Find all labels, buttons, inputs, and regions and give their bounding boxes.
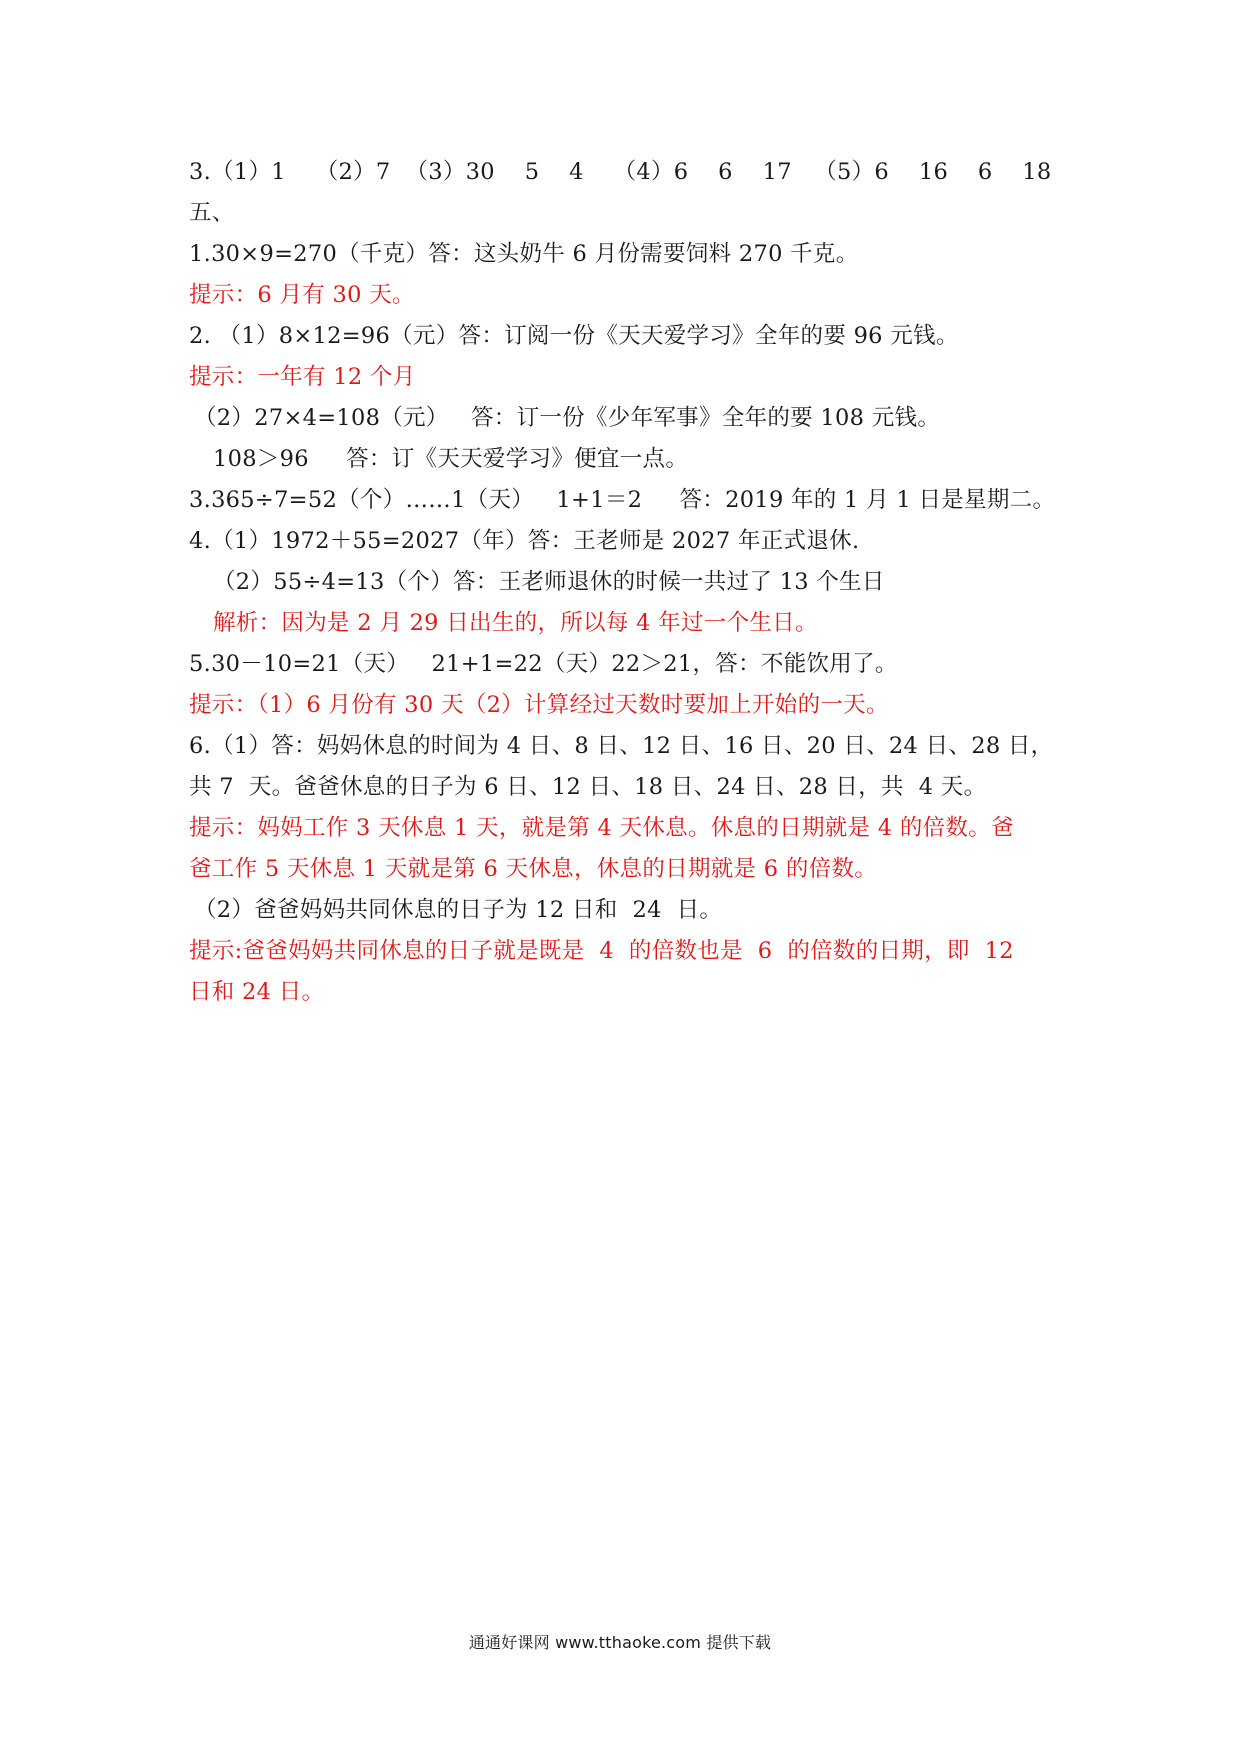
answer-line: （2）爸爸妈妈共同休息的日子为 12 日和 24 日。 xyxy=(194,897,723,923)
answer-line: 共 7 天。爸爸休息的日子为 6 日、12 日、18 日、24 日、28 日，共 4 天。 xyxy=(189,774,987,800)
answer-line: 108＞96 答：订《天天爱学习》便宜一点。 xyxy=(213,446,689,472)
hint-line: 提示：一年有 12 个月 xyxy=(189,364,416,390)
hint-line: 解析：因为是 2 月 29 日出生的，所以每 4 年过一个生日。 xyxy=(213,610,818,636)
hint-line: 提示:爸爸妈妈共同休息的日子就是既是 4 的倍数也是 6 的倍数的日期，即 12 xyxy=(189,938,1014,964)
hint-line: 日和 24 日。 xyxy=(189,979,325,1005)
answer-line: （2）27×4=108（元） 答：订一份《少年军事》全年的要 108 元钱。 xyxy=(194,405,941,431)
answer-line: 3.（1）1 （2）7 （3）30 5 4 （4）6 6 17 （5）6 16 6 18 xyxy=(189,159,1052,185)
answer-line: 6.（1）答：妈妈休息的时间为 4 日、8 日、12 日、16 日、20 日、24 日、28 日， xyxy=(189,733,1054,759)
hint-line: 爸工作 5 天休息 1 天就是第 6 天休息，休息的日期就是 6 的倍数。 xyxy=(189,856,878,882)
answer-line: （2）55÷4=13（个）答：王老师退休的时候一共过了 13 个生日 xyxy=(213,569,885,595)
footer-watermark: 通通好课网 www.tthaoke.com 提供下载 xyxy=(468,1633,772,1652)
hint-line: 提示：妈妈工作 3 天休息 1 天，就是第 4 天休息。休息的日期就是 4 的倍数。爸 xyxy=(189,815,1014,841)
answer-line: 5.30－10=21（天） 21+1=22（天）22＞21，答：不能饮用了。 xyxy=(189,651,898,677)
answer-line: 4.（1）1972＋55=2027（年）答：王老师是 2027 年正式退休. xyxy=(189,528,860,554)
answer-line: 3.365÷7=52（个）……1（天） 1+1＝2 答：2019 年的 1 月 1 日是星期二。 xyxy=(189,487,1056,513)
answer-line: 1.30×9=270（千克）答：这头奶牛 6 月份需要饲料 270 千克。 xyxy=(189,241,859,267)
hint-line: 提示：（1）6 月份有 30 天（2）计算经过天数时要加上开始的一天。 xyxy=(189,692,889,718)
answer-line: 2. （1）8×12=96（元）答：订阅一份《天天爱学习》全年的要 96 元钱。 xyxy=(189,323,959,349)
hint-line: 提示：6 月有 30 天。 xyxy=(189,282,415,308)
answer-line: 五、 xyxy=(189,200,235,226)
answer-content xyxy=(189,152,1065,1013)
